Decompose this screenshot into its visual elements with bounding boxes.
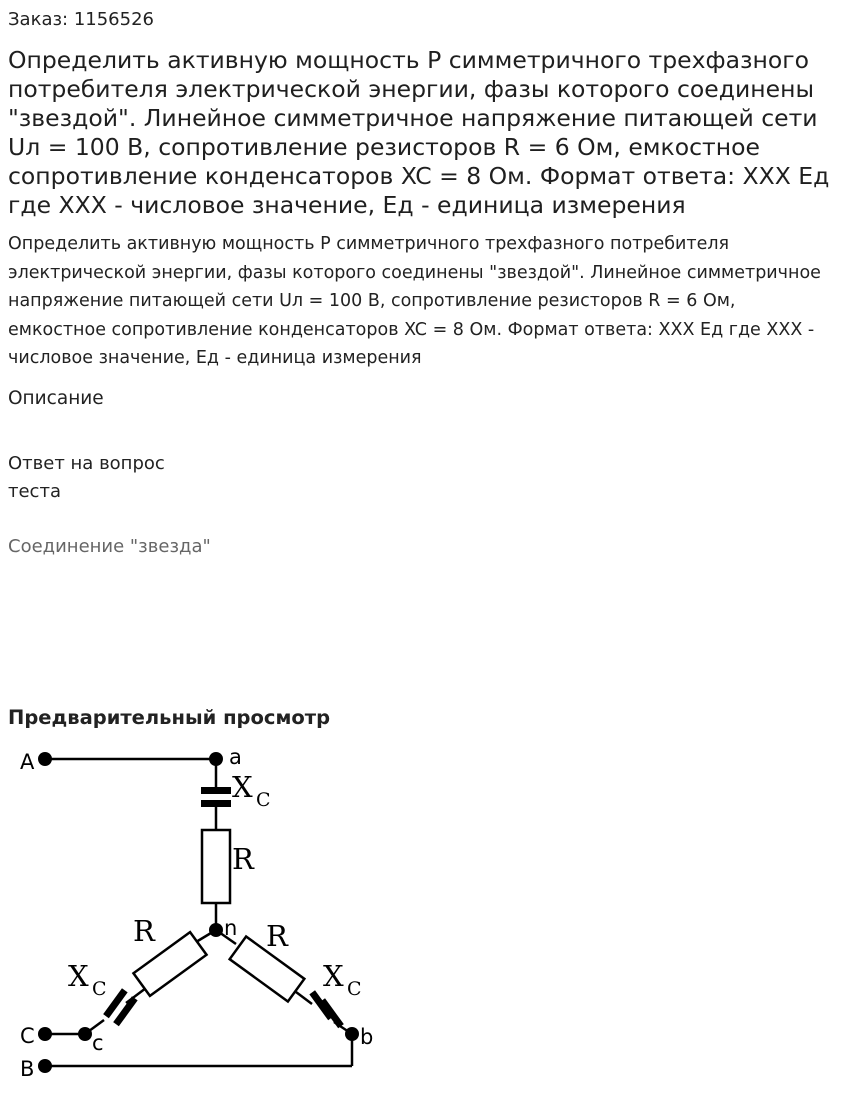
wire-right-mid	[296, 992, 312, 1004]
capacitor-b-plate2	[319, 998, 343, 1028]
label-Xc-a: X	[232, 770, 253, 804]
resistor-a	[202, 830, 230, 903]
node-B-dot	[38, 1059, 52, 1073]
node-n-dot	[209, 923, 223, 937]
label-R-c: R	[133, 914, 155, 948]
label-Xc-b-sub: C	[347, 978, 362, 1000]
page-title: Определить активную мощность Р симметричного трехфазного потребителя электрической энергии, фазы которого соединены "звездой". Линейное симметричное напряжение питающей сети Uл = 100 В, сопротивление резисторов R = 6 Ом, емкостное сопротивление конденсаторов XC = 8 Ом. Формат ответа: ХХХ Ед где ХХХ - числовое значение, Ед - единица измерения	[8, 46, 830, 219]
label-A: A	[20, 750, 35, 774]
label-Xc-a-sub: C	[256, 789, 271, 811]
label-R-a: R	[232, 842, 254, 876]
label-Xc-b: X	[323, 959, 344, 993]
preview-heading: Предварительный просмотр	[8, 706, 331, 729]
label-R-b: R	[266, 919, 288, 953]
label-C: C	[20, 1024, 35, 1048]
label-b: b	[360, 1025, 374, 1049]
label-B: B	[20, 1057, 35, 1081]
node-a-dot	[209, 752, 223, 766]
label-a: a	[229, 745, 242, 769]
circuit-svg	[0, 735, 400, 1085]
label-Xc-c: X	[68, 959, 89, 993]
description-heading: Описание	[8, 388, 104, 409]
label-Xc-c-sub: C	[92, 978, 107, 1000]
capacitor-a-plate2	[201, 800, 231, 807]
label-n: n	[224, 916, 238, 940]
node-A-dot	[38, 752, 52, 766]
circuit-diagram	[0, 735, 400, 1089]
topic-link[interactable]: Соединение "звезда"	[8, 536, 211, 557]
label-c: c	[92, 1031, 104, 1055]
node-b-dot	[345, 1027, 359, 1041]
capacitor-a-plate1	[201, 787, 231, 794]
node-c-dot	[78, 1027, 92, 1041]
node-C-dot	[38, 1027, 52, 1041]
task-description: Определить активную мощность Р симметричного трехфазного потребителя электрической энергии, фазы которого соединены "звездой". Линейное симметричное напряжение питающей сети Uл = 100 В, сопротивление резисторов R = 6 Ом, емкостное сопротивление конденсаторов XC = 8 Ом. Формат ответа: ХХХ Ед где ХХХ - числовое значение, Ед - единица измерения	[8, 234, 821, 368]
answer-label: Ответ на вопрос теста	[8, 453, 165, 502]
order-number: Заказ: 1156526	[8, 9, 154, 30]
